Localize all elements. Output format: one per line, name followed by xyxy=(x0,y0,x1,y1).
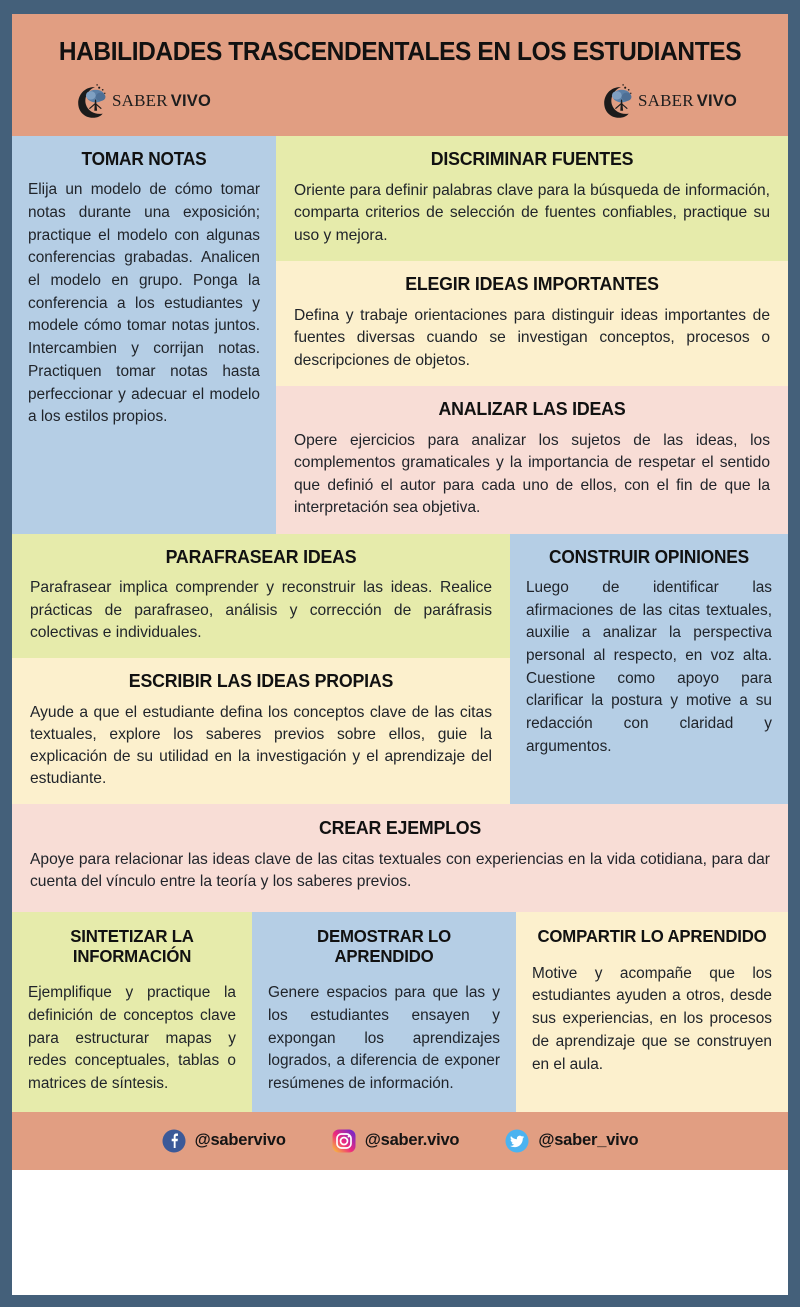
brand-name-vivo: VIVO xyxy=(170,92,212,110)
poster-header xyxy=(12,14,788,136)
brand-logo-left-text xyxy=(112,91,211,111)
section-analizar-las-ideas xyxy=(276,386,788,534)
section-title: CREAR EJEMPLOS xyxy=(318,817,482,839)
social-handle: @saber.vivo xyxy=(364,1131,460,1150)
logo-row xyxy=(12,80,788,128)
tree-moon-logo-icon xyxy=(74,80,116,122)
section-title: ESCRIBIR LAS IDEAS PROPIAS xyxy=(128,669,394,691)
panel-body xyxy=(12,804,788,912)
section-row-d xyxy=(12,912,788,1112)
brand-logo-left xyxy=(74,80,211,122)
section-text: Oriente para definir palabras clave para la búsqueda de información, comparta criterios de selección de fuentes confiables, practique su uso y mejora. xyxy=(294,181,770,244)
poster-footer xyxy=(12,1112,788,1170)
section-title: ELEGIR IDEAS IMPORTANTES xyxy=(405,273,659,295)
section-discriminar-fuentes xyxy=(276,136,788,261)
panel-body xyxy=(12,534,510,658)
section-title: DEMOSTRAR LO APRENDIDO xyxy=(317,926,451,966)
section-title: TOMAR NOTAS xyxy=(81,149,207,169)
brand-name-saber: SABER xyxy=(112,91,168,110)
section-row-b xyxy=(12,534,788,804)
section-text: Parafrasear implica comprender y reconstruir las ideas. Realice prácticas de parafraseo, análisis y corrección de paráfrasis colectivas e individuales. xyxy=(30,579,492,641)
brand-logo-right-text xyxy=(638,91,737,111)
brand-logo-right xyxy=(600,80,737,122)
section-text: Defina y trabaje orientaciones para distinguir ideas importantes de fuentes diversas cuando se investigan conceptos, procesos o descripciones de objetos. xyxy=(294,306,770,369)
social-handle: @saber_vivo xyxy=(538,1131,639,1150)
section-elegir-ideas-importantes xyxy=(276,261,788,386)
section-title: COMPARTIR LO APRENDIDO xyxy=(537,926,767,947)
section-text: Ayude a que el estudiante defina los conceptos clave de las citas textuales, explore los saberes previos sobre ellos, guie la explicación de su utilidad en la investigación y el aprendizaje del estudiante. xyxy=(30,703,492,787)
instagram-icon xyxy=(332,1129,356,1153)
section-text: Luego de identificar las afirmaciones de las citas textuales, auxilie a analizar la perspectiva personal al respecto, en voz alta. Cuestione como apoyo para clarificar la postura y motive a su redacción con claridad y argumentos. xyxy=(526,578,772,755)
facebook-icon xyxy=(162,1129,186,1153)
panel-body xyxy=(510,534,788,804)
tree-moon-logo-icon xyxy=(600,80,642,122)
social-handle: @sabervivo xyxy=(194,1131,286,1150)
panel-body xyxy=(12,136,276,534)
section-text: Opere ejercicios para analizar los sujetos de las ideas, los complementos gramaticales y la importancia de respetar el sentido que definió el autor para cada uno de ellos, con el fin de que la interpretación sea objetiva. xyxy=(294,431,770,517)
section-stack-left xyxy=(12,534,510,804)
section-text: Elija un modelo de cómo tomar notas durante una exposición; practique el modelo con algunas conferencias grabadas. Analicen el modelo en grupo. Ponga la conferencia a los estudiantes y modele cómo tomar notas juntos. Intercambien y corrijan notas. Practiquen tomar notas hasta perfeccionar y adecuar el modelo a los estilos propios. xyxy=(28,181,260,426)
section-stack-right xyxy=(276,136,788,534)
social-link-twitter[interactable] xyxy=(505,1129,638,1153)
section-construir-opiniones xyxy=(510,534,788,804)
panel-body xyxy=(12,912,252,1112)
section-crear-ejemplos xyxy=(12,804,788,912)
section-compartir-lo-aprendido xyxy=(516,912,788,1112)
section-row-a xyxy=(12,136,788,534)
section-text: Ejemplifique y practique la definición de conceptos clave para estructurar mapas y redes conceptuales, tablas o matrices de síntesis. xyxy=(28,984,236,1093)
section-text: Motive y acompañe que los estudiantes ayuden a otros, desde sus experiencias, en los procesos de aprendizaje que se construyen en el aula. xyxy=(532,964,772,1073)
brand-name-vivo: VIVO xyxy=(696,92,738,110)
panel-body xyxy=(12,658,510,804)
panel-body xyxy=(516,912,788,1112)
section-title: CONSTRUIR OPINIONES xyxy=(549,546,749,567)
twitter-icon xyxy=(505,1129,529,1153)
section-sintetizar-la-informacion xyxy=(12,912,252,1112)
social-link-facebook[interactable] xyxy=(162,1129,286,1153)
poster-inner xyxy=(12,14,788,1295)
section-title: SINTETIZAR LA INFORMACIÓN xyxy=(70,926,194,966)
section-tomar-notas xyxy=(12,136,276,534)
panel-body xyxy=(276,261,788,386)
panel-body xyxy=(252,912,516,1112)
section-escribir-las-ideas-propias xyxy=(12,658,510,804)
section-text: Genere espacios para que las y los estudiantes ensayen y expongan los aprendizajes logrados, a diferencia de exponer resúmenes de información. xyxy=(268,984,500,1093)
social-link-instagram[interactable] xyxy=(332,1129,460,1153)
panel-body xyxy=(276,136,788,261)
brand-name-saber: SABER xyxy=(638,91,694,110)
section-demostrar-lo-aprendido xyxy=(252,912,516,1112)
section-title: PARAFRASEAR IDEAS xyxy=(165,545,357,567)
page-title: HABILIDADES TRASCENDENTALES EN LOS ESTUDIANTES xyxy=(58,38,742,66)
section-text: Apoye para relacionar las ideas clave de las citas textuales con experiencias en la vida cotidiana, para dar cuenta del vínculo entre la teoría y los saberes previos. xyxy=(30,850,770,891)
section-parafrasear-ideas xyxy=(12,534,510,658)
panel-body xyxy=(276,386,788,534)
section-title: DISCRIMINAR FUENTES xyxy=(430,148,634,169)
section-title: ANALIZAR LAS IDEAS xyxy=(438,398,626,420)
